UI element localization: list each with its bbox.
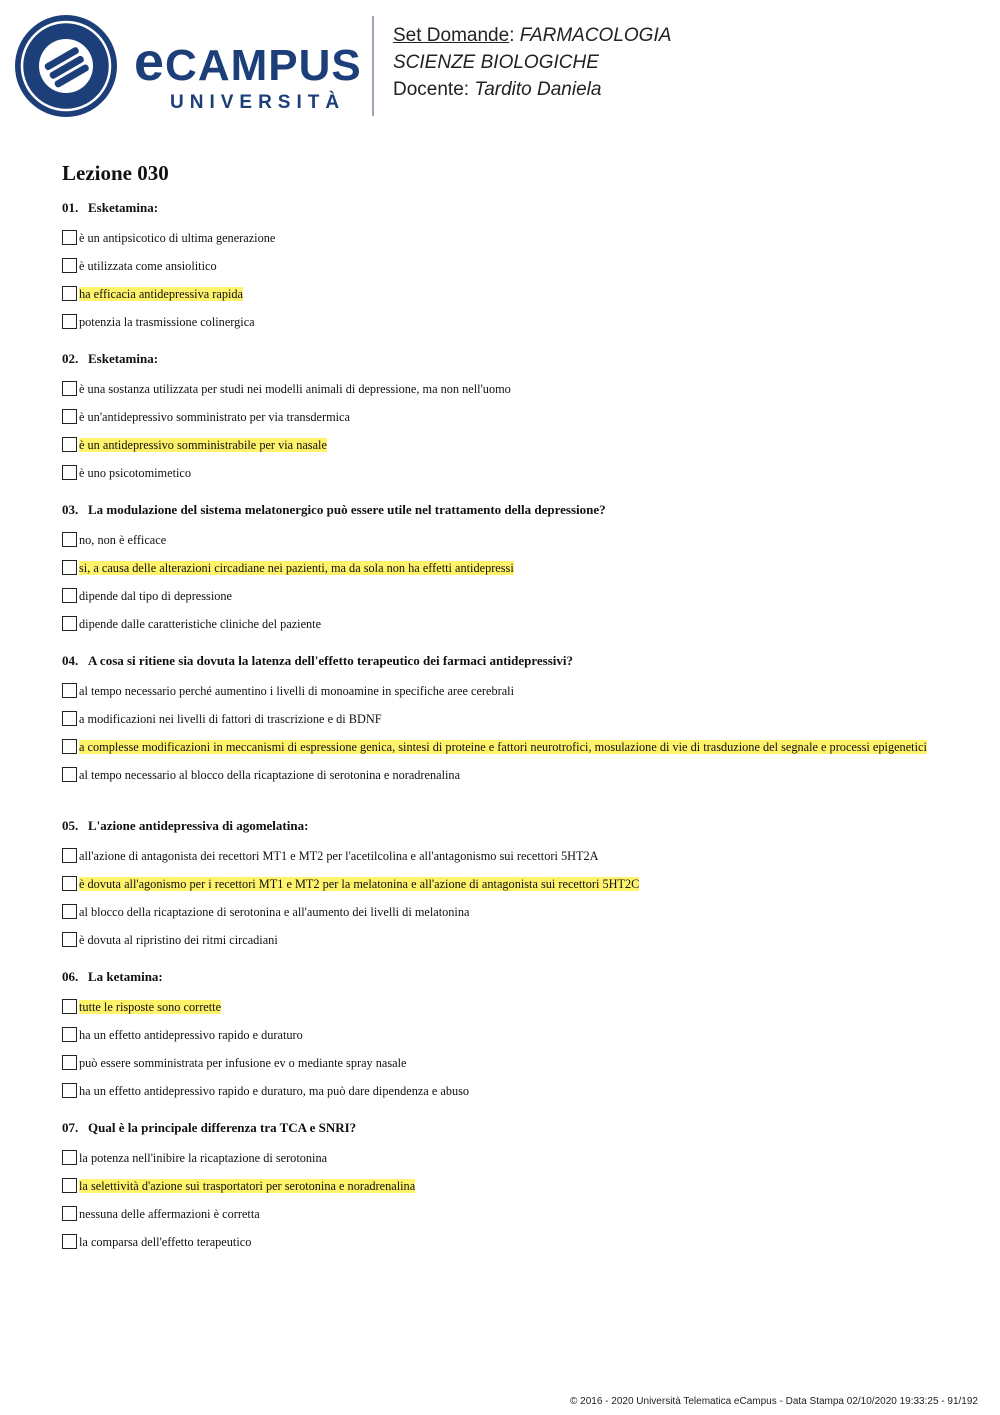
answer-text: è un'antidepressivo somministrato per via transdermica [79,410,350,424]
answer-text: la comparsa dell'effetto terapeutico [79,1235,252,1249]
answer-option [62,848,942,864]
answer-option [62,381,942,397]
checkbox-icon[interactable] [62,767,77,782]
answer-option [62,711,942,727]
checkbox-icon[interactable] [62,286,77,301]
checkbox-icon[interactable] [62,437,77,452]
checkbox-icon[interactable] [62,616,77,631]
answer-text: può essere somministrata per infusione ev o mediante spray nasale [79,1056,407,1070]
header-divider [372,16,374,116]
answer-option [62,230,942,246]
checkbox-icon[interactable] [62,932,77,947]
question-text: La modulazione del sistema melatonergico può essere utile nel trattamento della depressione? [88,502,606,517]
course-name: SCIENZE BIOLOGICHE [393,52,599,73]
checkbox-icon[interactable] [62,560,77,575]
checkbox-icon[interactable] [62,1150,77,1165]
checkbox-icon[interactable] [62,711,77,726]
question-block [62,349,942,481]
footer-copyright: © 2016 - 2020 Università Telematica eCampus - Data Stampa 02/10/2020 19:33:25 - 91/192 [570,1396,978,1407]
answer-text: al tempo necessario al blocco della ricaptazione di serotonina e noradrenalina [79,768,461,782]
question-text: L'azione antidepressiva di agomelatina: [88,818,309,833]
question-block [62,198,942,330]
answer-option [62,409,942,425]
answer-option [62,1150,942,1166]
answer-option [62,999,942,1015]
question-number: 04. [62,653,79,668]
correct-answer-text: ha efficacia antidepressiva rapida [79,287,243,301]
correct-answer-text: a complesse modificazioni in meccanismi di espressione genica, sintesi di proteine e fattori neurotrofici, mosulazione di vie di trasduzione del segnale e processi epigenetici [79,740,927,754]
checkbox-icon[interactable] [62,409,77,424]
question-number: 06. [62,969,79,984]
question-title [62,198,942,218]
answer-text: la potenza nell'inibire la ricaptazione di serotonina [79,1151,328,1165]
question-title [62,816,942,836]
question-text: Esketamina: [88,200,159,215]
checkbox-icon[interactable] [62,314,77,329]
answer-text: è utilizzata come ansiolitico [79,259,217,273]
answer-text: potenzia la trasmissione colinergica [79,315,255,329]
question-text: Qual è la principale differenza tra TCA e SNRI? [88,1120,357,1135]
brand-name [134,32,362,92]
question-number: 02. [62,351,79,366]
answer-text: è un antipsicotico di ultima generazione [79,231,276,245]
question-block [62,816,942,948]
question-text: A cosa si ritiene sia dovuta la latenza dell'effetto terapeutico dei farmaci antidepressivi? [88,653,574,668]
answer-text: ha un effetto antidepressivo rapido e duraturo, ma può dare dipendenza e abuso [79,1084,470,1098]
teacher-name: Tardito Daniela [474,79,602,100]
answer-option [62,767,942,783]
checkbox-icon[interactable] [62,258,77,273]
question-block [62,651,942,783]
answer-text: no, non è efficace [79,533,167,547]
checkbox-icon[interactable] [62,1083,77,1098]
answer-option [62,1027,942,1043]
checkbox-icon[interactable] [62,465,77,480]
answer-option [62,258,942,274]
answer-text: all'azione di antagonista dei recettori MT1 e MT2 per l'acetilcolina e all'antagonismo sui recettori 5HT2A [79,849,599,863]
checkbox-icon[interactable] [62,999,77,1014]
answer-text: a modificazioni nei livelli di fattori di trascrizione e di BDNF [79,712,382,726]
answer-option [62,588,942,604]
question-title [62,500,942,520]
checkbox-icon[interactable] [62,1055,77,1070]
checkbox-icon[interactable] [62,1206,77,1221]
checkbox-icon[interactable] [62,381,77,396]
answer-option [62,532,942,548]
checkbox-icon[interactable] [62,588,77,603]
answer-option [62,465,942,481]
answer-text: dipende dalle caratteristiche cliniche del paziente [79,617,322,631]
answer-text: ha un effetto antidepressivo rapido e duraturo [79,1028,303,1042]
checkbox-icon[interactable] [62,1178,77,1193]
checkbox-icon[interactable] [62,683,77,698]
correct-answer-text: è un antidepressivo somministrabile per via nasale [79,438,327,452]
course-line [393,49,671,76]
answer-option [62,1206,942,1222]
lesson-title: Lezione 030 [62,161,169,185]
question-block [62,1118,942,1250]
question-number: 07. [62,1120,79,1135]
answer-option [62,1234,942,1250]
set-label: Set Domande [393,25,510,46]
set-line: Set Domande: FARMACOLOGIA [393,25,672,46]
answer-option [62,932,942,948]
brand-e: e [134,32,166,92]
set-value: FARMACOLOGIA [519,25,672,46]
answer-option [62,739,942,755]
checkbox-icon[interactable] [62,230,77,245]
question-title [62,349,942,369]
correct-answer-text: tutte le risposte sono corrette [79,1000,222,1014]
question-title [62,1118,942,1138]
answer-option [62,904,942,920]
question-block [62,967,942,1099]
checkbox-icon[interactable] [62,532,77,547]
answer-option [62,1178,942,1194]
answer-text: dipende dal tipo di depressione [79,589,232,603]
answer-text: nessuna delle affermazioni è corretta [79,1207,260,1221]
checkbox-icon[interactable] [62,876,77,891]
question-title [62,967,942,987]
answer-option [62,876,942,892]
question-text: La ketamina: [88,969,163,984]
answer-option [62,437,942,453]
brand-main-text: CAMPUS [165,41,362,90]
question-text: Esketamina: [88,351,159,366]
correct-answer-text: è dovuta all'agonismo per i recettori MT1 e MT2 per la melatonina e all'azione di antagonista sui recettori 5HT2C [79,877,640,891]
course-info [393,22,671,103]
teacher-label: Docente: [393,79,470,100]
answer-option [62,1055,942,1071]
teacher-line [393,76,671,103]
answer-option [62,286,942,302]
brand-subtitle: UNIVERSITÀ [170,92,346,113]
question-number: 01. [62,200,79,215]
answer-text: al blocco della ricaptazione di serotonina e all'aumento dei livelli di melatonina [79,905,470,919]
answer-option [62,1083,942,1099]
answer-text: è dovuta al ripristino dei ritmi circadiani [79,933,278,947]
answer-option [62,683,942,699]
question-title [62,651,942,671]
brand-wordmark [134,32,362,114]
checkbox-icon[interactable] [62,1027,77,1042]
ecampus-logo-icon [14,14,118,118]
question-block [62,500,942,632]
answer-text: è una sostanza utilizzata per studi nei modelli animali di depressione, ma non nell'uomo [79,382,511,396]
answer-option [62,616,942,632]
correct-answer-text: si, a causa delle alterazioni circadiane nei pazienti, ma da sola non ha effetti antidepressi [79,561,514,575]
correct-answer-text: la selettività d'azione sui trasportatori per serotonina e noradrenalina [79,1179,416,1193]
checkbox-icon[interactable] [62,1234,77,1249]
checkbox-icon[interactable] [62,848,77,863]
answer-text: al tempo necessario perché aumentino i livelli di monoamine in specifiche aree cerebrali [79,684,514,698]
checkbox-icon[interactable] [62,904,77,919]
checkbox-icon[interactable] [62,739,77,754]
question-number: 03. [62,502,79,517]
answer-option [62,560,942,576]
question-number: 05. [62,818,79,833]
answer-option [62,314,942,330]
answer-text: è uno psicotomimetico [79,466,192,480]
